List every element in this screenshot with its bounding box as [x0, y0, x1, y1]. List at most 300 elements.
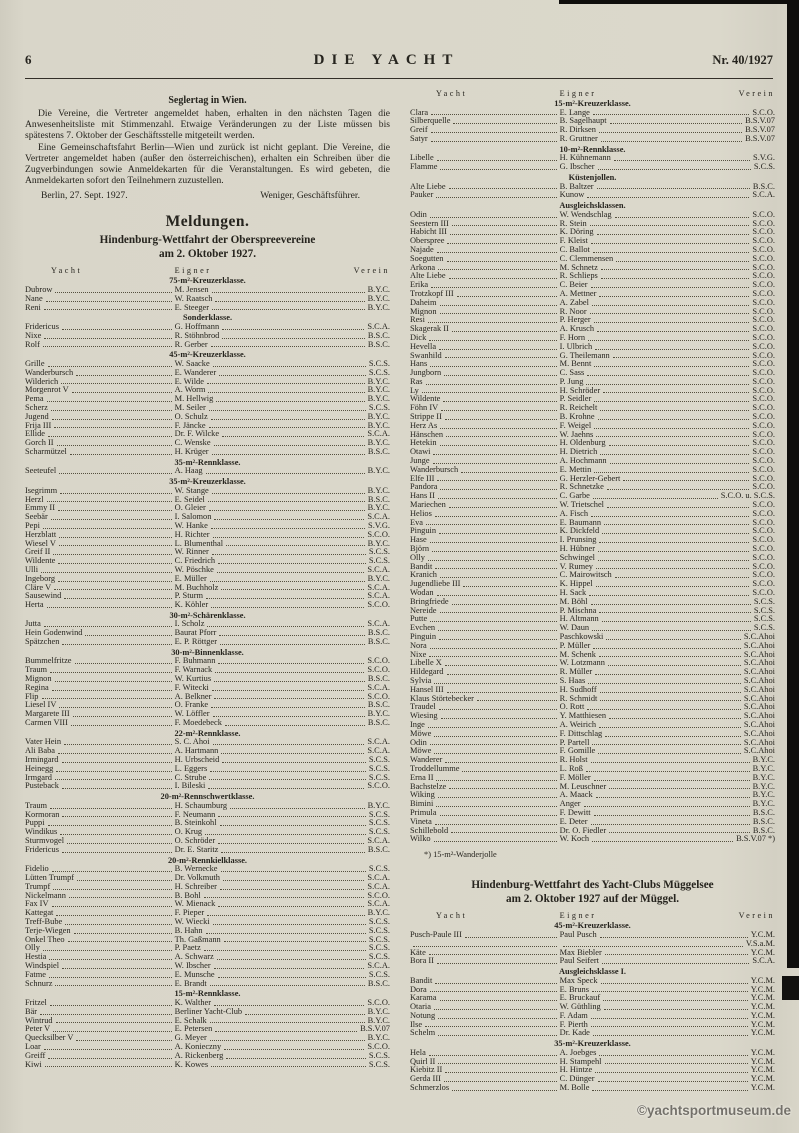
column-header-verein: Verein: [738, 89, 775, 98]
dot-leader: [449, 788, 556, 789]
yacht-name: Jugend: [25, 411, 49, 421]
yacht-name: Käte: [410, 947, 426, 957]
table-row: [25, 467, 390, 476]
dot-leader: [594, 401, 749, 402]
dot-leader: [440, 428, 556, 429]
regatta1-title-line2: am 2. Oktober 1927.: [158, 247, 257, 260]
owner-name: H. Schröder: [559, 385, 601, 395]
table-row: [25, 395, 390, 404]
club-abbreviation: Y.C.M.: [750, 1074, 775, 1084]
dot-leader: [222, 338, 365, 339]
yacht-name: Hans II: [410, 491, 435, 501]
dot-leader: [429, 1055, 557, 1056]
table-row: [410, 369, 775, 378]
dot-leader: [62, 644, 171, 645]
club-abbreviation: S.C.A.: [367, 322, 390, 331]
owner-name: B. Sagelhaupt: [559, 116, 607, 126]
regatta1-title: [25, 234, 390, 261]
yacht-name: Nora: [410, 640, 427, 650]
yacht-name: Nickelmann: [25, 890, 66, 900]
owner-name: B. Steinkohl: [174, 818, 217, 828]
dot-leader: [64, 598, 171, 599]
club-abbreviation: S.C.O.: [752, 280, 775, 290]
notice-dateline: Berlin, 27. Sept. 1927.: [41, 190, 128, 202]
owner-name: E. Seidel: [174, 494, 205, 504]
dot-leader: [447, 674, 557, 675]
table-row: [410, 695, 775, 704]
dot-leader: [601, 278, 750, 279]
yacht-name: Reni: [25, 302, 41, 312]
yacht-name: Rolf: [25, 339, 40, 349]
dot-leader: [596, 436, 749, 437]
yacht-name: Margarete III: [25, 709, 70, 719]
dot-leader: [609, 832, 750, 833]
dot-leader: [593, 252, 750, 253]
owner-name: A. Belkner: [174, 691, 212, 701]
club-abbreviation: S.C.O.: [752, 579, 775, 589]
club-abbreviation: S.C.A.: [367, 746, 390, 756]
owner-name: Dr. Volkmuth: [174, 872, 220, 882]
dot-leader: [211, 707, 365, 708]
column-header-yacht: Yacht: [436, 89, 468, 98]
club-abbreviation: B.S.C.: [752, 807, 775, 817]
dot-leader: [77, 880, 172, 881]
club-abbreviation: S.C.S.: [368, 556, 390, 566]
club-abbreviation: S.C.S.: [368, 818, 390, 828]
club-abbreviation: S.C.Ahoi: [743, 684, 775, 694]
dot-leader: [218, 563, 366, 564]
club-abbreviation: S.C.O.: [752, 500, 775, 510]
dot-leader: [437, 160, 557, 161]
club-abbreviation: S.C.A.: [367, 582, 390, 592]
owner-name: M. Schenk: [559, 649, 596, 659]
yacht-name: Regina: [25, 682, 49, 692]
dot-leader: [429, 340, 556, 341]
class-header: Küstenjollen.: [568, 172, 617, 182]
club-abbreviation: B.Y.C.: [752, 772, 775, 782]
two-column-layout: [25, 88, 775, 1093]
owner-name: A. Zabel: [559, 297, 589, 307]
dot-leader: [452, 1090, 557, 1091]
table-row: [410, 183, 775, 192]
owner-name: E. Deter: [559, 816, 588, 826]
club-abbreviation: S.C.Ahoi: [743, 719, 775, 729]
dot-leader: [211, 528, 365, 529]
yacht-name: Bummelfritze: [25, 656, 72, 666]
notice-signature: Weniger, Geschäftsführer.: [260, 190, 360, 202]
dot-leader: [445, 419, 557, 420]
owner-name: H. Schaumburg: [174, 800, 228, 810]
dot-leader: [207, 626, 364, 627]
dot-leader: [594, 366, 749, 367]
dot-leader: [605, 1063, 748, 1064]
yacht-name: Elfe III: [410, 473, 435, 483]
yacht-name: Hase: [410, 535, 427, 545]
yacht-name: Bandit: [410, 561, 433, 571]
dot-leader: [69, 897, 172, 898]
club-abbreviation: B.Y.C.: [367, 1015, 390, 1025]
dot-leader: [439, 533, 557, 534]
dot-leader: [598, 551, 749, 552]
dot-leader: [60, 493, 172, 494]
yacht-name: Dubrow: [25, 285, 53, 295]
club-abbreviation: Y.C.M.: [750, 1065, 775, 1075]
dot-leader: [49, 977, 172, 978]
dot-leader: [591, 824, 750, 825]
dot-leader: [221, 871, 366, 872]
dot-leader: [56, 915, 171, 916]
yacht-name: Hans: [410, 359, 428, 369]
dot-leader: [225, 725, 365, 726]
yacht-name: Strippe II: [410, 412, 442, 422]
club-abbreviation: S.C.O.: [752, 236, 775, 246]
club-abbreviation: S.C.A.: [367, 564, 390, 574]
dot-leader: [563, 946, 743, 947]
club-abbreviation: S.C.O.: [367, 529, 390, 539]
club-abbreviation: S.C.O.: [752, 376, 775, 386]
club-abbreviation: S.C.O.: [752, 350, 775, 360]
owner-name: Anger: [559, 799, 581, 809]
dot-leader: [212, 454, 365, 455]
club-abbreviation: B.Y.C.: [752, 790, 775, 800]
dot-leader: [435, 568, 556, 569]
dot-leader: [591, 1026, 748, 1027]
owner-name: C. Friedrich: [174, 556, 216, 566]
club-abbreviation: S.C.O.: [752, 262, 775, 272]
club-abbreviation: S.C.Ahoi: [743, 702, 775, 712]
owner-name: W. Hanke: [174, 520, 208, 530]
yacht-name: Wiking: [410, 790, 435, 800]
yacht-name: Spätzchen: [25, 637, 60, 647]
column-header-eigner: Eigner: [174, 266, 212, 276]
dot-leader: [219, 375, 366, 376]
dot-leader: [426, 524, 557, 525]
dot-leader: [73, 716, 172, 717]
club-abbreviation: S.V.G.: [753, 153, 775, 163]
yacht-name: Greif II: [25, 547, 51, 557]
owner-name: E. Bruckauf: [559, 993, 601, 1003]
owner-name: R. Schlieps: [559, 271, 598, 281]
dot-leader: [223, 880, 364, 881]
owner-name: W. Löffler: [174, 709, 210, 719]
owner-name: H. Sudhoff: [559, 684, 597, 694]
dot-leader: [434, 1009, 557, 1010]
club-abbreviation: S.C.O.: [752, 464, 775, 474]
yacht-name: Libelle X: [410, 658, 442, 668]
owner-name: H. Sack: [559, 588, 587, 598]
dot-leader: [588, 683, 741, 684]
dot-leader: [443, 401, 556, 402]
dot-leader: [590, 313, 750, 314]
club-abbreviation: S.C.Ahoi: [743, 675, 775, 685]
column-header-eigner: Eigner: [559, 89, 597, 98]
dot-leader: [430, 744, 557, 745]
owner-name: H. Richter: [174, 529, 210, 539]
club-abbreviation: B.S.V.07: [360, 1024, 390, 1034]
club-abbreviation: Y.C.M.: [750, 1083, 775, 1093]
yacht-name: Heinegg: [25, 763, 54, 773]
yacht-name: Irmgard: [25, 772, 52, 782]
dot-leader: [206, 598, 364, 599]
table-row: [25, 448, 390, 457]
owner-name: V. Rumey: [559, 561, 593, 571]
owner-name: G. Herzler-Gebert: [559, 473, 621, 483]
club-abbreviation: B.S.C.: [752, 816, 775, 826]
column-header-eigner: Eigner: [559, 911, 597, 921]
dot-leader: [452, 225, 557, 226]
dot-leader: [425, 1026, 557, 1027]
club-abbreviation: S.C.Ahoi: [743, 640, 775, 650]
dot-leader: [62, 788, 172, 789]
club-abbreviation: S.C.O.: [367, 781, 390, 791]
yacht-name: Habicht III: [410, 227, 447, 237]
dot-leader: [218, 663, 364, 664]
dot-leader: [50, 1005, 172, 1006]
yacht-name: Kattegat: [25, 908, 54, 918]
club-abbreviation: S.C.O.: [752, 570, 775, 580]
dot-leader: [211, 419, 365, 420]
owner-name: R. Reichelt: [559, 403, 598, 413]
owner-name: B. Krohne: [559, 412, 595, 422]
club-abbreviation: B.S.C.: [367, 718, 390, 728]
dot-leader: [221, 753, 364, 754]
owner-name: G. Hoffmann: [174, 322, 220, 331]
dot-leader: [440, 445, 557, 446]
class-header: 30-m²-Binnenklasse.: [171, 647, 244, 657]
dot-leader: [451, 832, 556, 833]
owner-name: P. Partell: [559, 737, 590, 747]
dot-leader: [440, 169, 556, 170]
yacht-name: Kiwi: [25, 1059, 42, 1069]
owner-name: G. Theilemann: [559, 350, 610, 360]
dot-leader: [433, 463, 557, 464]
dot-leader: [211, 607, 364, 608]
owner-name: P. Seidler: [559, 394, 592, 404]
dot-leader: [437, 252, 557, 253]
table-row: [410, 668, 775, 677]
owner-name: M. Seiler: [174, 402, 206, 412]
table-row: [25, 1061, 390, 1070]
owner-name: W. Kurtius: [174, 674, 212, 684]
dot-leader: [428, 560, 557, 561]
table-row: [410, 1012, 775, 1021]
yacht-name: Mariechen: [410, 500, 446, 510]
dot-leader: [428, 727, 557, 728]
owner-name: M. Bolle: [559, 1083, 590, 1093]
dot-leader: [222, 762, 366, 763]
club-abbreviation: B.Y.C.: [367, 573, 390, 583]
table-row: [410, 580, 775, 589]
owner-name: E. Schalk: [174, 1015, 207, 1025]
dot-leader: [207, 383, 365, 384]
club-abbreviation: S.C.S.: [368, 367, 390, 377]
dot-leader: [44, 338, 171, 339]
yacht-name: Flamme: [410, 162, 438, 172]
dot-leader: [594, 472, 749, 473]
club-abbreviation: S.C.O.: [752, 535, 775, 545]
dot-leader: [613, 357, 750, 358]
yacht-name: Trotzkopf III: [410, 288, 454, 298]
dot-leader: [42, 698, 172, 699]
club-abbreviation: B.S.C.: [367, 844, 390, 854]
club-abbreviation: Y.C.M.: [750, 984, 775, 994]
club-abbreviation: B.Y.C.: [367, 385, 390, 395]
owner-name: F. Buhmann: [174, 656, 216, 666]
owner-name: C. Sass: [559, 368, 585, 378]
yacht-name: Hänschen: [410, 429, 444, 439]
dot-leader: [430, 621, 556, 622]
yacht-name: Lütten Trumpf: [25, 872, 75, 882]
dot-leader: [68, 941, 172, 942]
dot-leader: [591, 516, 749, 517]
dot-leader: [440, 313, 557, 314]
yacht-name: Cläre V: [25, 582, 52, 592]
yacht-name: Mignon: [410, 306, 437, 316]
club-abbreviation: S.C.Ahoi: [743, 711, 775, 721]
class-header: 75-m²-Kreuzerklasse.: [169, 276, 246, 286]
regatta2-title-line1: Hindenburg-Wettfahrt des Yacht-Clubs Müggelsee: [471, 879, 714, 892]
dot-leader: [591, 604, 751, 605]
table-row: [25, 782, 390, 791]
class-header: 15-m²-Kreuzerklasse.: [554, 99, 631, 108]
dot-leader: [592, 305, 749, 306]
owner-name: P. Mischna: [559, 605, 597, 615]
club-abbreviation: S.C.O. u. S.C.S.: [720, 491, 775, 501]
club-abbreviation: S.C.O.: [752, 244, 775, 254]
table-row: [410, 977, 775, 986]
table-row: [25, 601, 390, 610]
club-abbreviation: B.S.C.: [367, 494, 390, 504]
club-abbreviation: S.C.S.: [753, 596, 775, 606]
table-row: [410, 1075, 775, 1084]
club-abbreviation: S.C.S.: [368, 969, 390, 979]
club-abbreviation: S.C.S.: [753, 623, 775, 633]
yacht-name: Wiesing: [410, 711, 438, 721]
dot-leader: [208, 501, 365, 502]
club-abbreviation: B.Y.C.: [367, 293, 390, 303]
dot-leader: [591, 762, 750, 763]
owner-name: E. Bruns: [559, 984, 589, 994]
dot-leader: [213, 924, 366, 925]
owner-name: Berliner Yacht-Club: [174, 1006, 243, 1016]
dot-leader: [67, 843, 172, 844]
dot-leader: [47, 501, 172, 502]
club-abbreviation: S.C.O.: [752, 403, 775, 413]
owner-name: W. Wiecki: [174, 916, 210, 926]
dot-leader: [601, 269, 750, 270]
owner-name: H. Stampehl: [559, 1056, 602, 1066]
dot-leader: [211, 1066, 366, 1067]
dot-leader: [71, 725, 172, 726]
owner-name: M. Hellwig: [174, 394, 214, 404]
yacht-name: Hestia: [25, 952, 47, 962]
dot-leader: [55, 681, 172, 682]
yacht-name: Alte Liebe: [410, 181, 446, 191]
owner-name: F. Pierth: [559, 1019, 588, 1029]
yacht-name: Pepi: [25, 520, 40, 530]
club-abbreviation: S.C.O.: [752, 447, 775, 457]
dot-leader: [65, 924, 171, 925]
dot-leader: [209, 779, 366, 780]
dot-leader: [477, 700, 557, 701]
dot-leader: [598, 169, 751, 170]
club-abbreviation: S.C.O.: [752, 561, 775, 571]
yacht-name: Hela: [410, 1047, 426, 1057]
dot-leader: [212, 493, 365, 494]
owner-name: I. Ulbrich: [559, 341, 593, 351]
club-abbreviation: Y.C.M.: [750, 975, 775, 985]
table-row: [410, 135, 775, 144]
meldungen-heading: Meldungen.: [165, 213, 250, 231]
left-column: [25, 88, 390, 1093]
dot-leader: [597, 331, 749, 332]
yacht-name: Wanderer: [410, 755, 443, 765]
club-abbreviation: S.C.O.: [752, 482, 775, 492]
dot-leader: [599, 132, 742, 133]
yacht-name: Fidelio: [25, 864, 49, 874]
club-abbreviation: S.C.A.: [367, 960, 390, 970]
yacht-name: Emmy II: [25, 503, 56, 513]
yacht-name: Sturmvogel: [25, 836, 65, 845]
notice-paragraph-2: Eine Gemeinschaftsfahrt Berlin—Wien und zurück ist nicht geplant. Die Vereine, die Vertreter angemeldet haben (außer den österreichischen), erhalten ein Schreiben über die Zugverbindungen sowie Anmeldekarten für die Veranstaltungen. Es wird gebeten, die Anmeldekarten sofort den Teilnehmern zuzustellen.: [25, 141, 390, 187]
dot-leader: [609, 718, 741, 719]
club-abbreviation: B.Y.C.: [367, 411, 390, 421]
table-row: [410, 334, 775, 343]
dot-leader: [215, 301, 364, 302]
yacht-name: Bandit: [410, 975, 433, 985]
owner-name: Kunow: [559, 190, 585, 200]
yacht-name: Ingeborg: [25, 573, 56, 583]
owner-name: C. Dünger: [559, 1074, 595, 1084]
table-row: [410, 589, 775, 598]
owner-name: F. Weigel: [559, 420, 592, 430]
club-abbreviation: S.C.S.: [368, 772, 390, 782]
dot-leader: [230, 808, 365, 809]
club-abbreviation: S.C.O.: [752, 341, 775, 351]
dot-leader: [62, 968, 172, 969]
yacht-name: Swanhild: [410, 350, 442, 360]
owner-name: E. Brandt: [174, 978, 207, 988]
club-abbreviation: B.S.C.: [367, 978, 390, 988]
owner-name: A. Worm: [174, 385, 206, 395]
owner-name: C. Ballot: [559, 244, 590, 254]
yacht-name: Jungborn: [410, 368, 442, 378]
dot-leader: [48, 1058, 171, 1059]
dot-leader: [452, 604, 557, 605]
regatta1-title-line1: Hindenburg-Wettfahrt der Oberspreevereine: [99, 234, 316, 247]
club-abbreviation: Y.C.M.: [750, 1019, 775, 1029]
dot-leader: [440, 305, 557, 306]
club-abbreviation: S.C.A.: [367, 836, 390, 845]
owner-name: F. Dewitt: [559, 807, 591, 817]
dot-leader: [450, 234, 557, 235]
yacht-name: Frija III: [25, 420, 52, 430]
owner-name: Dr. E. Staritz: [174, 844, 219, 854]
dot-leader: [592, 744, 740, 745]
owner-name: R. Schnetzke: [559, 482, 604, 492]
owner-name: A. Fisch: [559, 508, 589, 518]
dot-leader: [48, 825, 172, 826]
club-abbreviation: S.C.S.: [368, 943, 390, 953]
owner-name: M. Leuschner: [559, 781, 607, 791]
page-number: 6: [25, 52, 32, 67]
yacht-name: Fridericus: [25, 844, 59, 854]
owner-name: W. Rinner: [174, 547, 209, 557]
owner-name: W. Pöschke: [174, 564, 214, 574]
dot-leader: [589, 595, 749, 596]
dot-leader: [440, 577, 557, 578]
table-row: [25, 765, 390, 774]
